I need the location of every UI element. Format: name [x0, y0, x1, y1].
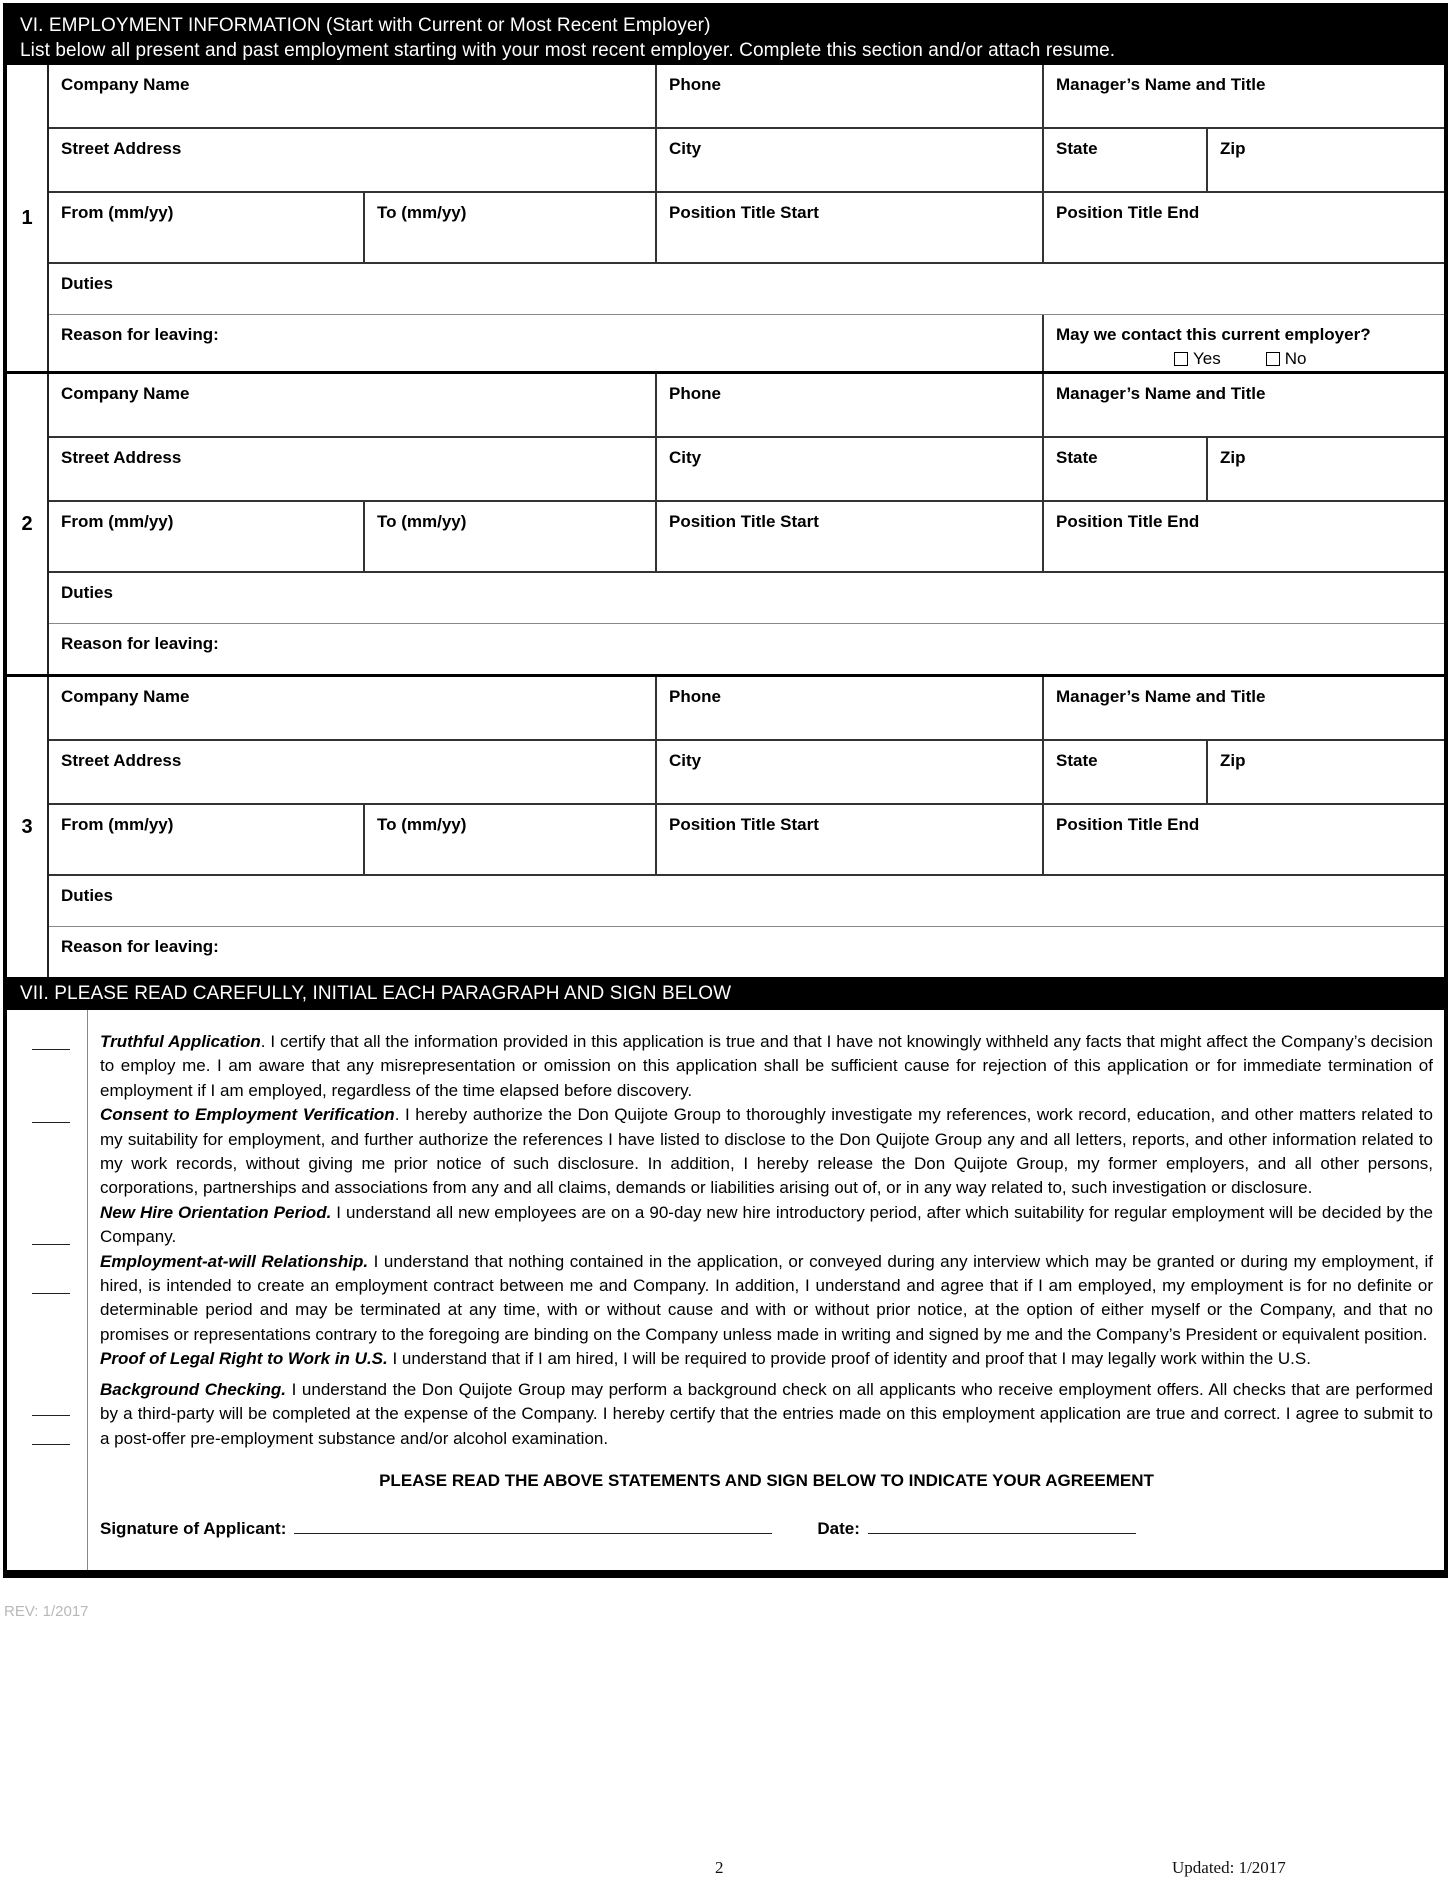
employer-block-3: [7, 674, 1444, 977]
initials-column: [7, 1010, 88, 1570]
paragraph-text: I hereby authorize the Don Quijote Group to thoroughly investigate my references, work record, education, and other matters related to my suitability for employment, and further authorize the references I have listed to disclose to the Don Quijote Group any and all letters, reports, and other information related to my work records, without giving me prior notice of such disclosure. In addition, I hereby release the Don Quijote Group, my former employers, and all other persons, corporations, partnerships and associations from any and all claims, demands or liabilities arising out of, or in any way related to, such investigation or disclosure.: [100, 1105, 1433, 1198]
contact-question-label: May we contact this current employer?: [1056, 325, 1371, 344]
employer-row-company: [49, 65, 1444, 129]
employer-row-reason: [49, 624, 1444, 674]
revision-label: REV: 1/2017: [4, 1603, 89, 1620]
city-field[interactable]: City: [657, 438, 1044, 500]
manager-field[interactable]: Manager’s Name and Title: [1056, 75, 1266, 94]
city-field[interactable]: City: [657, 741, 1044, 803]
duties-field[interactable]: Duties: [61, 886, 113, 905]
date-field[interactable]: [868, 1518, 1136, 1534]
paragraph-title: Consent to Employment Verification: [100, 1105, 395, 1125]
employer-row-duties: [49, 876, 1444, 927]
reason-for-leaving-field[interactable]: Reason for leaving:: [49, 315, 1044, 371]
position-end-field[interactable]: Position Title End: [1056, 203, 1200, 222]
phone-field[interactable]: Phone: [657, 677, 1044, 739]
zip-field[interactable]: Zip: [1220, 139, 1246, 158]
company-name-field[interactable]: Company Name: [49, 374, 657, 436]
street-address-field[interactable]: Street Address: [49, 741, 657, 803]
paragraph-at-will: [100, 1250, 1433, 1348]
employer-block-1: [7, 65, 1444, 371]
zip-field[interactable]: Zip: [1220, 448, 1246, 467]
paragraph-title-suffix: .: [394, 1105, 400, 1125]
to-date-field[interactable]: To (mm/yy): [365, 805, 657, 874]
phone-field[interactable]: Phone: [657, 65, 1044, 127]
paragraph-orientation-period: [100, 1201, 1433, 1250]
employer-row-reason: [49, 315, 1444, 371]
paragraph-title: Proof of Legal Right to Work in U.S.: [100, 1349, 388, 1369]
paragraph-text: I understand that nothing contained in the application, or conveyed during any interview which may be granted or during my employment, if hired, is intended to create an employment contract between me and Company. In addition, I understand and agree that if I am employed, my employment is for no definite or determinable period and may be terminated at any time, with or without cause and with or without prior notice, at the option of either myself or the Company, and that no promises or representations contrary to the foregoing are binding on the Company unless made in writing and signed by me and the Company’s President or equivalent position.: [100, 1251, 1433, 1344]
employer-row-duties: [49, 573, 1444, 624]
employer-row-address: [49, 741, 1444, 805]
signature-field[interactable]: [294, 1518, 772, 1534]
employer-row-address: [49, 438, 1444, 502]
paragraph-text: I certify that all the information provided in this application is true and that I have not knowingly withheld any facts that might affect the Company’s decision to employ me. I am aware that any misrepresentation or omission on this application shall be sufficient cause for rejection of this application or for immediate termination of employment if I am employed, regardless of the time elapsed before discovery.: [100, 1032, 1434, 1100]
form-bottom-border: [7, 1570, 1444, 1574]
paragraph-title: Background Checking.: [100, 1379, 287, 1399]
section-vi-title: VI. EMPLOYMENT INFORMATION (Start with Current or Most Recent Employer): [20, 15, 711, 36]
manager-field[interactable]: Manager’s Name and Title: [1056, 687, 1266, 706]
initials-line-truthful[interactable]: [32, 1049, 70, 1050]
page-number: 2: [715, 1858, 724, 1877]
employer-row-dates: [49, 502, 1444, 573]
employer-row-address: [49, 129, 1444, 193]
initials-line-background[interactable]: [32, 1444, 70, 1445]
paragraph-title-suffix: .: [260, 1032, 266, 1051]
from-date-field[interactable]: From (mm/yy): [49, 193, 365, 262]
position-end-field[interactable]: Position Title End: [1056, 512, 1200, 531]
section-vii-header: [7, 977, 1444, 1008]
street-address-field[interactable]: Street Address: [49, 129, 657, 191]
paragraph-text: I understand the Don Quijote Group may perform a background check on all applicants who receive employment offers. All checks that are performed by a third-party will be completed at the expense of the Company. I hereby certify that the entries made on this employment application are true and correct. I agree to submit to a post-offer pre-employment substance and/or alcohol examination.: [100, 1379, 1434, 1448]
to-date-field[interactable]: To (mm/yy): [365, 193, 657, 262]
state-field[interactable]: State: [1044, 129, 1208, 191]
initials-line-at-will[interactable]: [32, 1293, 70, 1294]
position-start-field[interactable]: Position Title Start: [657, 805, 1044, 874]
section-vii-title: VII. PLEASE READ CAREFULLY, INITIAL EACH PARAGRAPH AND SIGN BELOW: [20, 983, 732, 1004]
checkbox-icon: [1174, 352, 1188, 366]
employer-block-2: [7, 371, 1444, 674]
employer-row-company: [49, 374, 1444, 438]
contact-no-checkbox[interactable]: [1266, 349, 1307, 369]
application-form: [3, 3, 1448, 1578]
initials-line-orientation[interactable]: [32, 1244, 70, 1245]
employer-number: 2: [7, 374, 49, 674]
employer-row-company: [49, 677, 1444, 741]
position-start-field[interactable]: Position Title Start: [657, 502, 1044, 571]
company-name-field[interactable]: Company Name: [49, 65, 657, 127]
employer-row-duties: [49, 264, 1444, 315]
checkbox-icon: [1266, 352, 1280, 366]
duties-field[interactable]: Duties: [61, 583, 113, 602]
phone-field[interactable]: Phone: [657, 374, 1044, 436]
state-field[interactable]: State: [1044, 438, 1208, 500]
contact-no-label: No: [1284, 349, 1307, 368]
agreement-section: [7, 1008, 1444, 1570]
position-end-field[interactable]: Position Title End: [1056, 815, 1200, 834]
to-date-field[interactable]: To (mm/yy): [365, 502, 657, 571]
employer-number: 1: [7, 65, 49, 371]
initials-line-legal-right[interactable]: [32, 1415, 70, 1416]
from-date-field[interactable]: From (mm/yy): [49, 805, 365, 874]
section-vi-header: [7, 7, 1444, 65]
contact-yes-label: Yes: [1193, 349, 1221, 368]
employer-row-reason: [49, 927, 1444, 977]
city-field[interactable]: City: [657, 129, 1044, 191]
paragraph-title: Employment-at-will Relationship.: [100, 1251, 369, 1271]
duties-field[interactable]: Duties: [61, 274, 113, 293]
employer-row-dates: [49, 805, 1444, 876]
section-vi-subtitle: List below all present and past employment starting with your most recent employer. Complete this section and/or attach resume.: [20, 40, 1116, 61]
date-label: Date:: [817, 1519, 860, 1539]
paragraph-legal-right: [100, 1347, 1433, 1371]
agreement-text: [88, 1010, 1444, 1570]
reason-for-leaving-field[interactable]: Reason for leaving:: [61, 634, 219, 653]
signature-label: Signature of Applicant:: [100, 1519, 287, 1539]
manager-field[interactable]: Manager’s Name and Title: [1056, 384, 1266, 403]
employer-row-dates: [49, 193, 1444, 264]
paragraph-consent-verification: [100, 1103, 1433, 1201]
paragraph-title: Truthful Application: [100, 1032, 261, 1051]
company-name-field[interactable]: Company Name: [49, 677, 657, 739]
paragraph-text: I understand that if I am hired, I will be required to provide proof of identity and proof that I may legally work within the U.S.: [387, 1349, 1311, 1369]
agreement-notice: PLEASE READ THE ABOVE STATEMENTS AND SIGN BELOW TO INDICATE YOUR AGREEMENT: [379, 1470, 1154, 1490]
from-date-field[interactable]: From (mm/yy): [49, 502, 365, 571]
updated-date: Updated: 1/2017: [1172, 1858, 1286, 1877]
paragraph-text: I understand all new employees are on a 90-day new hire introductory period, after which suitability for regular employment will be decided by the Company.: [100, 1202, 1433, 1247]
contact-yes-checkbox[interactable]: [1174, 349, 1221, 369]
state-field[interactable]: State: [1044, 741, 1208, 803]
paragraph-background-check: [100, 1378, 1433, 1451]
paragraph-title: New Hire Orientation Period.: [100, 1202, 332, 1222]
initials-line-consent[interactable]: [32, 1122, 70, 1123]
position-start-field[interactable]: Position Title Start: [657, 193, 1044, 262]
signature-row: [100, 1517, 1433, 1569]
contact-employer-question: [1044, 315, 1444, 371]
reason-for-leaving-field[interactable]: Reason for leaving:: [61, 937, 219, 956]
zip-field[interactable]: Zip: [1220, 751, 1246, 770]
employer-number: 3: [7, 677, 49, 977]
street-address-field[interactable]: Street Address: [49, 438, 657, 500]
paragraph-truthful-application: [100, 1030, 1433, 1103]
